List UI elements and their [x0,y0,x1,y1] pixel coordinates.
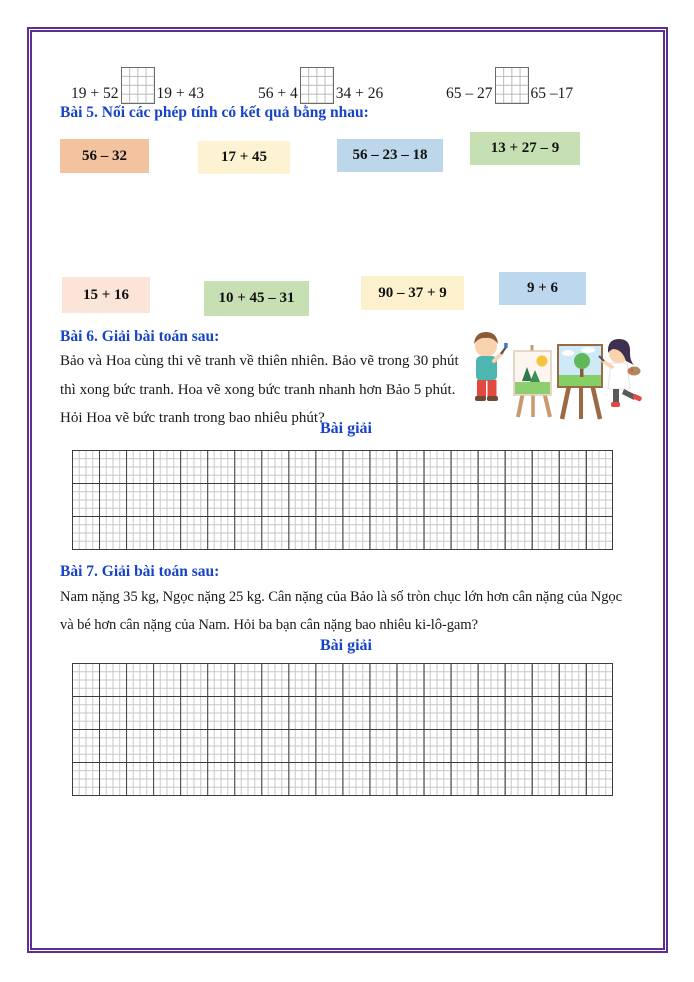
ex5-card-2[interactable]: 17 + 45 [198,141,290,174]
comparison-right-expression: 19 + 43 [156,85,204,102]
exercise7-answer-heading: Bài giải [319,637,372,654]
comparison-item-2 [258,66,383,104]
exercise7-line2: và bé hơn cân nặng của Nam. Hỏi ba bạn cân nặng bao nhiêu ki-lô-gam? [60,617,478,633]
exercise7-answer-writing-grid[interactable] [72,663,613,796]
exercise6-line1: Bảo và Hoa cùng thi vẽ tranh về thiên nhiên. Bảo vẽ trong 30 phút [60,353,459,369]
exercise6-answer-writing-grid[interactable] [72,450,613,550]
easel-left-icon [514,345,551,417]
ex5-card-3[interactable]: 56 – 23 – 18 [337,139,443,172]
exercise6-line2: thì xong bức tranh. Hoa vẽ xong bức tranh nhanh hơn Bảo 5 phút. [60,381,456,398]
comparison-right-expression: 65 –17 [530,85,574,102]
girl-painter-figure [599,339,642,407]
ex5-card-8[interactable]: 9 + 6 [499,272,586,305]
answer-grid-box[interactable] [495,67,529,104]
comparison-left-expression: 56 + 4 [258,85,298,102]
exercise7-line1: Nam nặng 35 kg, Ngọc nặng 25 kg. Cân nặng của Bảo là số tròn chục lớn hơn cân nặng của Ngọc [60,589,622,605]
comparison-right-expression: 34 + 26 [335,85,384,102]
comparison-left-expression: 65 – 27 [446,85,493,102]
exercise6-answer-heading: Bài giải [319,420,372,437]
ex5-card-6[interactable]: 10 + 45 – 31 [204,281,309,316]
kids-painting-illustration [466,327,643,423]
boy-painter-figure [474,332,508,401]
exercise7-problem-text [60,583,622,639]
ex5-card-1[interactable]: 56 – 32 [60,139,149,173]
easel-right-icon [558,345,602,419]
ex5-card-5[interactable]: 15 + 16 [62,277,150,313]
ex5-card-4[interactable]: 13 + 27 – 9 [470,132,580,165]
answer-grid-box[interactable] [121,67,155,104]
comparison-item-3 [446,66,573,104]
ex5-card-7[interactable]: 90 – 37 + 9 [361,276,464,310]
answer-grid-box[interactable] [300,67,334,104]
exercise5-heading: Bài 5. Nối các phép tính có kết quả bằng nhau: [60,104,369,121]
exercise7-heading: Bài 7. Giải bài toán sau: [60,563,220,580]
comparison-left-expression: 19 + 52 [71,85,119,102]
comparison-item-1 [71,66,204,104]
exercise6-line3: Hỏi Hoa vẽ bức tranh trong bao nhiêu phút? [60,410,325,426]
exercise6-heading: Bài 6. Giải bài toán sau: [60,328,220,345]
